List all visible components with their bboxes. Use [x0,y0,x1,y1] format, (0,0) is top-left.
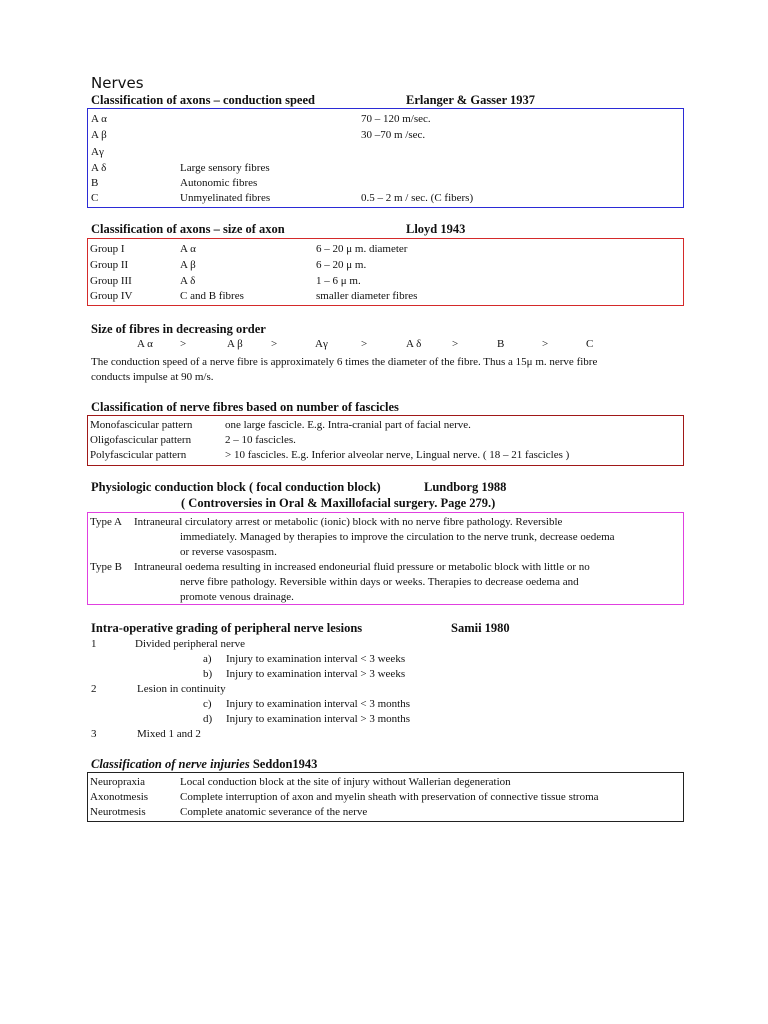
grade-text: Divided peripheral nerve [135,638,245,650]
order-separator: > [452,338,459,350]
group-cell: Group III [90,275,132,287]
type-a-line2: immediately. Managed by therapies to improve the circulation to the nerve trunk, decrease oedema [180,531,615,543]
axon-size-table [87,238,684,306]
fibre-type-cell: A β [91,129,107,141]
section-ref-seddon: Seddon1943 [252,757,318,771]
section-ref-erlanger-gasser: Erlanger & Gasser 1937 [406,93,536,107]
type-b-line1: Intraneural oedema resulting in increased endoneurial fluid pressure or metabolic block with little or no [134,561,590,573]
section-heading-conduction-block: Physiologic conduction block ( focal conduction block) [91,480,381,494]
injury-description-cell: Complete anatomic severance of the nerve [180,806,368,818]
order-separator: > [361,338,368,350]
table-row [88,176,683,191]
fibre-type-cell: A β [180,259,196,271]
conduction-speed-table [87,108,684,208]
injury-type-cell: Axonotmesis [90,791,149,803]
order-separator: > [542,338,549,350]
speed-cell: 30 –70 m /sec. [361,129,426,141]
injury-description-cell: Complete interruption of axon and myelin sheath with preservation of connective tissue stroma [180,791,599,803]
pattern-cell: Polyfascicular pattern [90,449,187,461]
grade-sub-letter: a) [203,653,212,665]
fascicle-pattern-table [87,415,684,466]
table-row [88,775,683,790]
grade-number: 1 [91,638,97,650]
fibre-type-cell: A α [180,243,196,255]
section-heading-fascicles: Classification of nerve fibres based on number of fascicles [91,400,399,414]
order-item: C [586,338,594,350]
section-heading-axon-size: Classification of axons – size of axon [91,222,285,236]
section-ref-lundborg: Lundborg 1988 [424,480,507,494]
order-item: B [497,338,505,350]
fibre-type-cell: C [91,192,99,204]
fibre-type-cell: Aγ [91,146,104,158]
type-a-line1: Intraneural circulatory arrest or metabolic (ionic) block with no nerve fibre pathology. Reversible [134,516,563,528]
group-cell: Group II [90,259,129,271]
fibre-type-cell: A δ [91,162,107,174]
diameter-cell: 1 – 6 μ m. [316,275,361,287]
pattern-cell: Monofascicular pattern [90,419,193,431]
pattern-description-cell: one large fascicle. E.g. Intra-cranial part of facial nerve. [225,419,471,431]
grade-number: 3 [91,728,97,740]
order-item: A β [227,338,243,350]
fibre-type-cell: C and B fibres [180,290,244,302]
description-cell: Unmyelinated fibres [180,192,271,204]
page-title: Nerves [91,74,144,92]
fibre-type-cell: A δ [180,275,196,287]
order-item: A α [137,338,153,350]
type-b-line3: promote venous drainage. [180,591,294,603]
grade-sub-letter: c) [203,698,212,710]
table-row [88,790,683,805]
table-row [88,805,683,820]
order-separator: > [271,338,278,350]
nerve-injury-table [87,772,684,822]
table-row [88,128,683,143]
grade-sub-text: Injury to examination interval < 3 months [226,698,411,710]
grade-sub-text: Injury to examination interval < 3 weeks [226,653,406,665]
fibre-size-order-row [0,337,768,352]
type-b-line2: nerve fibre pathology. Reversible within days or weeks. Therapies to decrease oedema and [180,576,579,588]
section-heading-conduction-speed: Classification of axons – conduction speed [91,93,315,107]
speed-cell: 0.5 – 2 m / sec. (C fibers) [361,192,474,204]
section-heading-nerve-injuries [91,757,317,772]
grade-text: Mixed 1 and 2 [137,728,201,740]
table-row [88,418,683,433]
pattern-description-cell: 2 – 10 fascicles. [225,434,296,446]
grade-number: 2 [91,683,97,695]
grade-text: Lesion in continuity [137,683,226,695]
type-a-label: Type A [90,516,122,528]
table-row [88,433,683,448]
type-a-line3: or reverse vasospasm. [180,546,277,558]
order-item: A δ [406,338,422,350]
description-cell: Autonomic fibres [180,177,258,189]
speed-cell: 70 – 120 m/sec. [361,113,431,125]
order-item: Aγ [315,338,328,350]
fibre-type-cell: A α [91,113,107,125]
section-ref-lloyd: Lloyd 1943 [406,222,466,236]
injury-type-cell: Neurotmesis [90,806,146,818]
table-row [88,191,683,206]
table-row [88,274,683,289]
section-ref-samii: Samii 1980 [451,621,510,635]
table-row [88,145,683,160]
table-row [88,448,683,463]
diameter-cell: smaller diameter fibres [316,290,418,302]
fibre-type-cell: B [91,177,99,189]
table-row [88,242,683,257]
table-row [88,289,683,304]
table-row [88,112,683,127]
order-separator: > [180,338,187,350]
pattern-description-cell: > 10 fascicles. E.g. Inferior alveolar nerve, Lingual nerve. ( 18 – 21 fascicles ) [225,449,570,461]
conduction-speed-paragraph-line1: The conduction speed of a nerve fibre is approximately 6 times the diameter of the fibre. Thus a 15μ m. nerve fibre [91,356,598,368]
grade-sub-text: Injury to examination interval > 3 weeks [226,668,406,680]
grade-sub-letter: d) [203,713,213,725]
table-row [88,161,683,176]
grade-sub-letter: b) [203,668,213,680]
section-heading-intraoperative-grading: Intra-operative grading of peripheral nerve lesions [91,621,363,635]
conduction-speed-paragraph-line2: conducts impulse at 90 m/s. [91,371,214,383]
injury-type-cell: Neuropraxia [90,776,145,788]
group-cell: Group IV [90,290,133,302]
section-subheading-controversies: ( Controversies in Oral & Maxillofacial surgery. Page 279.) [181,496,496,510]
table-row [88,258,683,273]
diameter-cell: 6 – 20 μ m. diameter [316,243,408,255]
injury-description-cell: Local conduction block at the site of injury without Wallerian degeneration [180,776,511,788]
pattern-cell: Oligofascicular pattern [90,434,192,446]
section-heading-fibre-size-order: Size of fibres in decreasing order [91,322,266,336]
diameter-cell: 6 – 20 μ m. [316,259,367,271]
type-b-label: Type B [90,561,122,573]
group-cell: Group I [90,243,125,255]
conduction-block-table [87,512,684,605]
section-heading-italic: Classification of nerve injuries [91,757,250,771]
grade-sub-text: Injury to examination interval > 3 months [226,713,411,725]
description-cell: Large sensory fibres [180,162,270,174]
